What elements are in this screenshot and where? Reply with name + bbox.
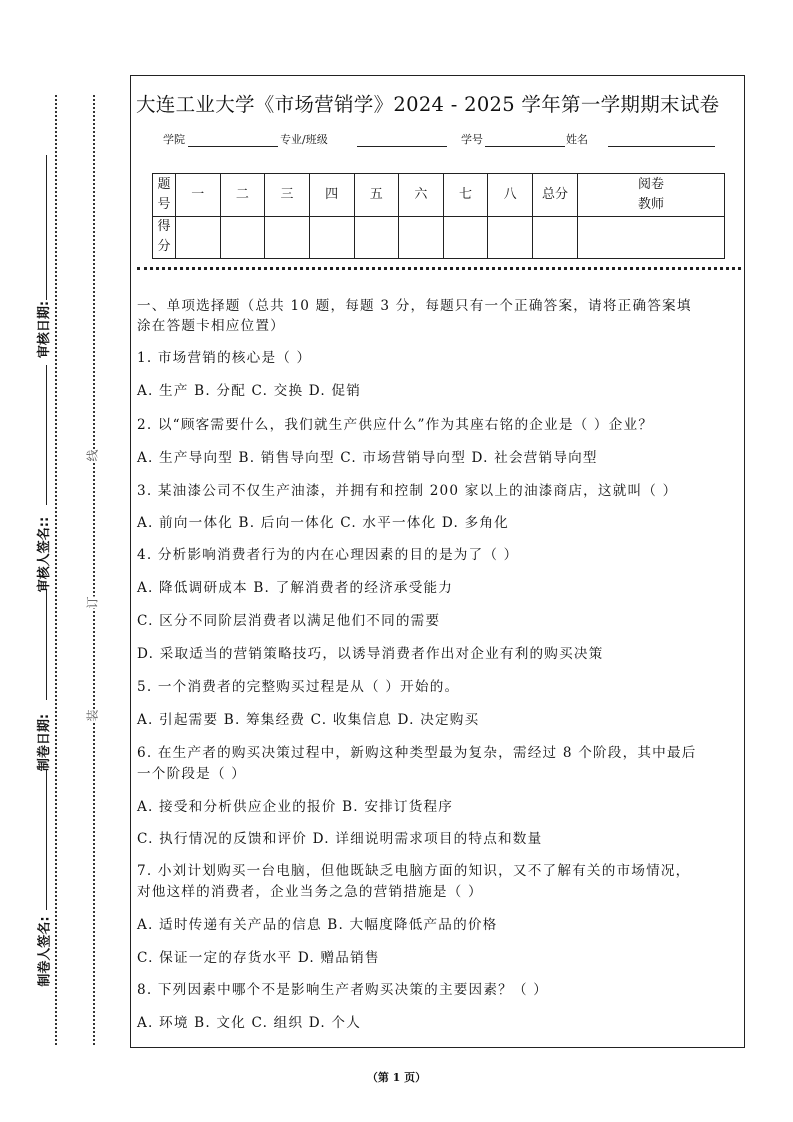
question-text: 7. 小刘计划购买一台电脑，但他既缺乏电脑方面的知识，又不了解有关的市场情况， — [137, 863, 691, 879]
score-header-row — [153, 174, 725, 217]
score-row — [153, 216, 725, 259]
score-cell[interactable] — [220, 216, 265, 259]
student-id-field[interactable] — [485, 146, 565, 147]
question-options: A. 生产 B. 分配 C. 交换 D. 促销 — [137, 383, 362, 399]
header-cell: 五 — [354, 174, 399, 217]
question-options: A. 环境 B. 文化 C. 组织 D. 个人 — [137, 1015, 362, 1031]
major-field[interactable] — [357, 146, 447, 147]
header-cell: 一 — [176, 174, 221, 217]
name-label: 姓名 — [566, 133, 588, 146]
header-cell: 三 — [265, 174, 310, 217]
score-cell[interactable] — [533, 216, 578, 259]
maker-sign-label: 制卷人签名: — [37, 916, 53, 987]
question-options: A. 引起需要 B. 筹集经费 C. 收集信息 D. 决定购买 — [137, 712, 480, 728]
binding-dotted-line — [93, 95, 95, 1045]
score-cell[interactable] — [265, 216, 310, 259]
score-cell[interactable] — [443, 216, 488, 259]
bind-char-ding: 订 — [85, 596, 100, 609]
header-cell: 阅卷 教师 — [578, 174, 725, 217]
header-cell: 二 — [220, 174, 265, 217]
question-options: C. 执行情况的反馈和评价 D. 详细说明需求项目的特点和数量 — [137, 831, 543, 847]
score-cell[interactable] — [399, 216, 444, 259]
bind-char-xian: 线 — [85, 449, 100, 462]
header-cell: 六 — [399, 174, 444, 217]
score-table — [152, 173, 725, 259]
question-text: 3. 某油漆公司不仅生产油漆，并拥有和控制 200 家以上的油漆商店，这就叫（ ） — [137, 483, 678, 499]
question-options: A. 前向一体化 B. 后向一体化 C. 水平一体化 D. 多角化 — [137, 515, 509, 531]
question-text: 2. 以“顾客需要什么，我们就生产供应什么”作为其座右铭的企业是（ ）企业？ — [137, 417, 654, 433]
score-cell[interactable] — [354, 216, 399, 259]
question-options: A. 接受和分析供应企业的报价 B. 安排订货程序 — [137, 799, 454, 815]
major-label: 专业/班级 — [280, 133, 328, 146]
signature-line — [46, 590, 47, 700]
question-options: C. 保证一定的存货水平 D. 赠品销售 — [137, 950, 380, 966]
section-heading: 涂在答题卡相应位置） — [137, 318, 285, 334]
question-text: 8. 下列因素中哪个不是影响生产者购买决策的主要因素？（ ） — [137, 982, 549, 998]
header-cell: 八 — [488, 174, 533, 217]
page-number: （第 1 页） — [366, 1071, 427, 1084]
exam-title: 大连工业大学《市场营销学》2024 - 2025 学年第一学期期末试卷 — [136, 93, 720, 116]
signature-line — [46, 155, 47, 300]
bind-char-zhuang: 装 — [85, 709, 100, 722]
student-id-label: 学号 — [461, 133, 483, 146]
question-options: D. 采取适当的营销策略技巧，以诱导消费者作出对企业有利的购买决策 — [137, 646, 604, 662]
header-cell: 七 — [443, 174, 488, 217]
header-cell: 总分 — [533, 174, 578, 217]
question-text: 1. 市场营销的核心是（ ） — [137, 350, 312, 366]
score-cell[interactable] — [578, 216, 725, 259]
question-options: A. 适时传递有关产品的信息 B. 大幅度降低产品的价格 — [137, 917, 498, 933]
score-cell[interactable] — [488, 216, 533, 259]
college-field[interactable] — [188, 146, 278, 147]
score-label-cell: 得 分 — [153, 216, 176, 259]
signature-line — [46, 365, 47, 505]
question-options: A. 生产导向型 B. 销售导向型 C. 市场营销导向型 D. 社会营销导向型 — [137, 450, 598, 466]
question-options: C. 区分不同阶层消费者以满足他们不同的需要 — [137, 613, 441, 629]
header-cell: 四 — [309, 174, 354, 217]
section-divider — [137, 267, 741, 270]
signature-line — [46, 770, 47, 910]
make-date-label: 制卷日期: — [37, 713, 53, 772]
question-text: 6. 在生产者的购买决策过程中，新购这种类型最为复杂，需经过 8 个阶段，其中最后 — [137, 745, 697, 761]
review-date-label: 审核日期: — [37, 300, 53, 359]
question-text: 5. 一个消费者的完整购买过程是从（ ）开始的。 — [137, 679, 460, 695]
question-options: A. 降低调研成本 B. 了解消费者的经济承受能力 — [137, 580, 454, 596]
question-text: 4. 分析影响消费者行为的内在心理因素的目的是为了（ ） — [137, 547, 519, 563]
margin-dotted-line — [55, 95, 57, 1045]
reviewer-sign-label: 审核人签名:: — [37, 516, 53, 593]
score-cell[interactable] — [176, 216, 221, 259]
section-heading: 一、单项选择题（总共 10 题，每题 3 分，每题只有一个正确答案，请将正确答案填 — [137, 298, 692, 314]
question-options: 一个阶段是（ ） — [137, 766, 247, 782]
score-cell[interactable] — [309, 216, 354, 259]
question-options: 对他这样的消费者，企业当务之急的营销措施是（ ） — [137, 884, 483, 900]
college-label: 学院 — [163, 133, 185, 146]
name-field[interactable] — [608, 146, 715, 147]
header-cell: 题 号 — [153, 174, 176, 217]
